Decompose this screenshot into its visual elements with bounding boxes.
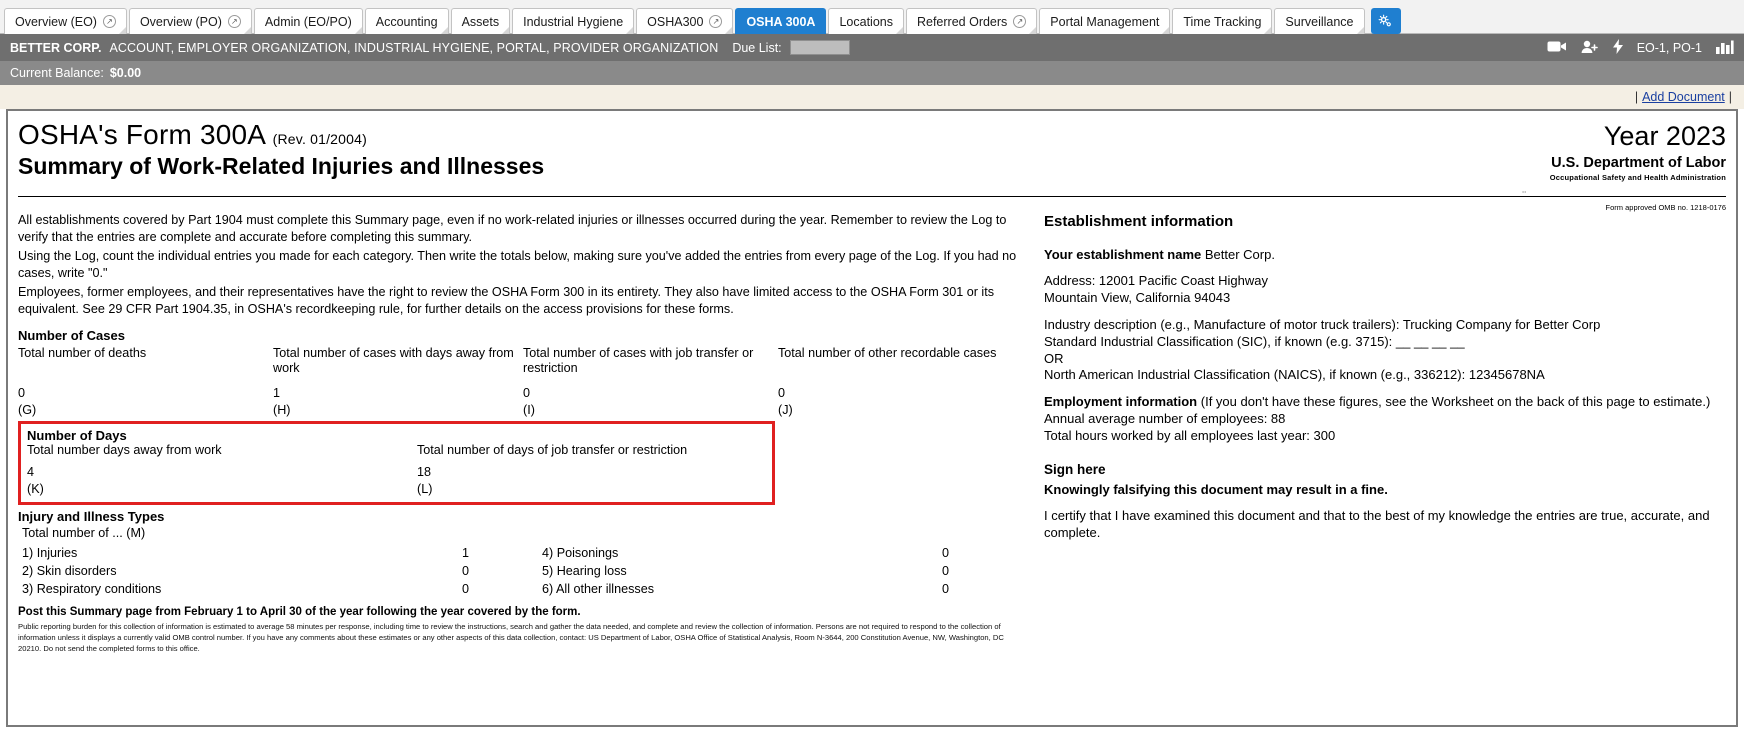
form-body [18,212,1726,654]
establishment-heading: Establishment information [1044,213,1234,230]
balance-value: $0.00 [109,66,142,80]
address-block [1044,273,1726,307]
form-header-left [18,119,1550,180]
naics-code: North American Industrial Classification (NAICS), if known (e.g., 336212): 12345678NA [1044,367,1545,383]
form-header-right [1550,119,1726,182]
injury-label-5: 5) Hearing loss [542,563,627,578]
cases-label-i: Total number of cases with job transfer or restriction [523,345,754,375]
tab-corner [1029,27,1036,34]
tab-corner [896,27,903,34]
establishment-name-label: Your establishment name [1044,246,1202,262]
add-document-link[interactable]: Add Document [1642,90,1725,104]
gear-icon[interactable] [1371,8,1401,34]
corp-name: BETTER CORP. [10,40,102,55]
form-instructions [18,212,1018,318]
context-bar [0,34,1744,61]
cases-label-h: Total number of cases with days away from work [273,345,514,375]
tab-locations[interactable] [828,8,904,34]
tab-portal-management[interactable] [1039,8,1170,34]
tab-corner [1264,27,1271,34]
external-link-icon: ↗ [709,15,722,28]
omb-number: Form approved OMB no. 1218-0176 [1605,203,1726,212]
tab-osha-300a[interactable] [735,8,826,34]
tab-label: Referred Orders [916,14,1008,29]
document-actions-bar [0,85,1744,109]
tab-corner [502,27,509,34]
injury-types-lead: Total number of ... (M) [22,525,146,540]
number-of-days-grid [27,443,766,496]
employment-line [1044,394,1726,411]
injury-types-heading: Injury and Illness Types [18,508,165,524]
tab-label: OSHA300 [647,14,704,29]
days-letter-k: (K) [27,481,44,496]
burden-statement: Public reporting burden for this collection of information is estimated to average 58 minutes per response, including time to review the instructions, search and gather the data needed, and complete and review the collection of information. Persons are not required to respond to the collection of information unless it displays a currently valid OMB control number. If you have any comments about these estimates or any other aspects of this data collection, contact: US Department of Labor, OSHA Office of Statistical Analysis, Room N-3644, 200 Constitution Avenue, NW, Washington, DC 20210. Do not send the completed forms to this office. [18,621,1004,653]
pipe-left: | [1634,90,1639,104]
tab-assets[interactable] [451,8,511,34]
injury-value-2: 0 [462,563,470,578]
number-of-days-highlight [18,421,775,505]
instructions-paragraph-1: All establishments covered by Part 1904 must complete this Summary page, even if no work-related injuries or illnesses occurred during the year. Remember to review the Log to verify that the entries are complete and accurate before completing this summary. [18,213,1007,244]
address-line-1: Address: 12001 Pacific Coast Highway [1044,272,1269,288]
injury-label-2: 2) Skin disorders [22,563,117,578]
falsification-warning: Knowingly falsifying this document may result in a fine. [1044,481,1388,497]
tab-time-tracking[interactable] [1172,8,1272,34]
form-revision: (Rev. 01/2004) [272,131,367,147]
tab-bar [0,0,1744,34]
tab-overview-eo[interactable] [4,8,127,34]
context-bar-actions [1547,39,1734,56]
tab-admin-eo-po[interactable] [254,8,363,34]
tab-surveillance[interactable] [1274,8,1364,34]
injury-label-6: 6) All other illnesses [542,581,654,596]
number-of-cases-grid [18,346,1018,417]
cases-value-g: 0 [18,385,26,400]
agency-label: Occupational Safety and Health Administration [1549,173,1726,182]
injury-value-1: 1 [462,545,470,560]
due-list-label: Due List: [732,40,782,55]
current-user: EO-1, PO-1 [1636,40,1702,55]
header-divider [18,190,1726,202]
total-hours-worked: Total hours worked by all employees last year: 300 [1044,428,1336,444]
injury-label-4: 4) Poisonings [542,545,619,560]
video-icon[interactable] [1547,40,1567,55]
industry-description: Industry description (e.g., Manufacture of motor truck trailers): Trucking Company for Better Corp [1044,316,1601,332]
tab-label: Overview (PO) [139,14,222,29]
post-summary-note: Post this Summary page from February 1 to April 30 of the year following the year covered by the form. [18,605,581,618]
address-line-2: Mountain View, California 94043 [1044,289,1231,305]
cases-letter-g: (G) [18,402,37,417]
tab-label: OSHA 300A [746,14,816,29]
external-link-icon: ↗ [103,15,116,28]
cases-value-i: 0 [523,385,531,400]
tick-mark: ¨ [1522,190,1526,202]
days-value-l: 18 [417,464,432,479]
certification-text: I certify that I have examined this document and that to the best of my knowledge the entries are true, accurate, and complete. [1044,507,1710,540]
injury-types-grid [22,546,1018,596]
cases-label-g: Total number of deaths [18,345,147,360]
balance-label: Current Balance: [10,66,104,80]
tab-label: Locations [839,14,893,29]
days-letter-l: (L) [417,481,433,496]
instructions-paragraph-2: Using the Log, count the individual entries you made for each category. Then write the totals below, making sure you've added the entries from every page of the Log. If you had no cases, write "0." [18,249,1017,280]
tab-osha300[interactable] [636,8,733,34]
pipe-right: | [1728,90,1732,104]
days-label-l: Total number of days of job transfer or restriction [417,442,688,457]
form-subtitle: Summary of Work-Related Injuries and Illnesses [18,153,545,179]
tab-referred-orders[interactable] [906,8,1037,34]
form-year: Year 2023 [1603,121,1726,151]
tab-label: Surveillance [1285,14,1354,29]
establishment-information [1032,212,1726,654]
tab-corner [725,27,732,34]
injury-label-1: 1) Injuries [22,545,78,560]
tab-label: Accounting [375,14,438,29]
due-list-input[interactable] [790,40,850,55]
osha-300a-form [6,109,1738,727]
tab-label: Assets [461,14,500,29]
form-title [18,119,1550,151]
injury-value-4: 0 [942,545,950,560]
tab-corner [626,27,633,34]
tab-label: Portal Management [1050,14,1160,29]
instructions-paragraph-3: Employees, former employees, and their representatives have the right to review the OSHA Form 300 in its entirety. They also have limited access to the OSHA Form 301 or its equivalent. See 29 CFR Part 1904.35, in OSHA's recordkeeping rule, for further details on the access provisions for these forms. [18,285,994,317]
sic-code: Standard Industrial Classification (SIC), if known (e.g. 3715): __ __ __ __ [1044,333,1465,349]
roles-list: ACCOUNT, EMPLOYER ORGANIZATION, INDUSTRIAL HYGIENE, PORTAL, PROVIDER ORGANIZATION [109,40,719,55]
tab-label: Overview (EO) [15,14,97,29]
form-header [18,119,1726,182]
department-label: U.S. Department of Labor [1551,155,1726,171]
employment-note: (If you don't have these figures, see the Worksheet on the back of this page to estimate.) [1200,394,1711,410]
annual-average-employees: Annual average number of employees: 88 [1044,411,1286,427]
add-user-icon[interactable] [1581,40,1599,56]
classification-block [1044,317,1726,385]
tab-corner [119,27,126,34]
establishment-name-value: Better Corp. [1204,246,1275,262]
days-value-k: 4 [27,464,35,479]
external-link-icon: ↗ [1013,15,1026,28]
injury-types-section [18,509,1018,596]
tab-label: Admin (EO/PO) [264,14,352,29]
form-title-text: OSHA's Form 300A [18,119,265,150]
cases-value-h: 1 [273,385,281,400]
cases-letter-h: (H) [273,402,291,417]
cases-value-j: 0 [778,385,786,400]
tab-accounting[interactable] [365,8,449,34]
cases-letter-j: (J) [778,402,793,417]
number-of-days-heading: Number of Days [27,427,127,443]
tab-industrial-hygiene[interactable] [512,8,634,34]
or-separator: OR [1044,350,1064,366]
employment-information-block [1044,394,1726,445]
tab-label: Time Tracking [1183,14,1262,29]
injury-value-3: 0 [462,581,470,596]
form-left-column [18,212,1018,654]
tab-corner [441,27,448,34]
chart-icon[interactable] [1716,40,1734,56]
tab-overview-po[interactable] [129,8,252,34]
injury-label-3: 3) Respiratory conditions [22,581,162,596]
tab-corner [1162,27,1169,34]
tab-corner [1357,27,1364,34]
cases-label-j: Total number of other recordable cases [778,345,997,360]
tab-corner [244,27,251,34]
cases-letter-i: (I) [523,402,535,417]
balance-bar [0,61,1744,85]
lightning-icon[interactable] [1613,39,1623,56]
tab-label: Industrial Hygiene [523,14,624,29]
external-link-icon: ↗ [228,15,241,28]
injury-value-5: 0 [942,563,950,578]
sign-here-heading: Sign here [1044,461,1106,477]
establishment-name-block [1044,246,1726,263]
employment-label: Employment information [1044,394,1198,410]
injury-value-6: 0 [942,581,950,596]
number-of-cases-heading: Number of Cases [18,327,125,343]
days-label-k: Total number days away from work [27,442,222,457]
tab-corner [355,27,362,34]
